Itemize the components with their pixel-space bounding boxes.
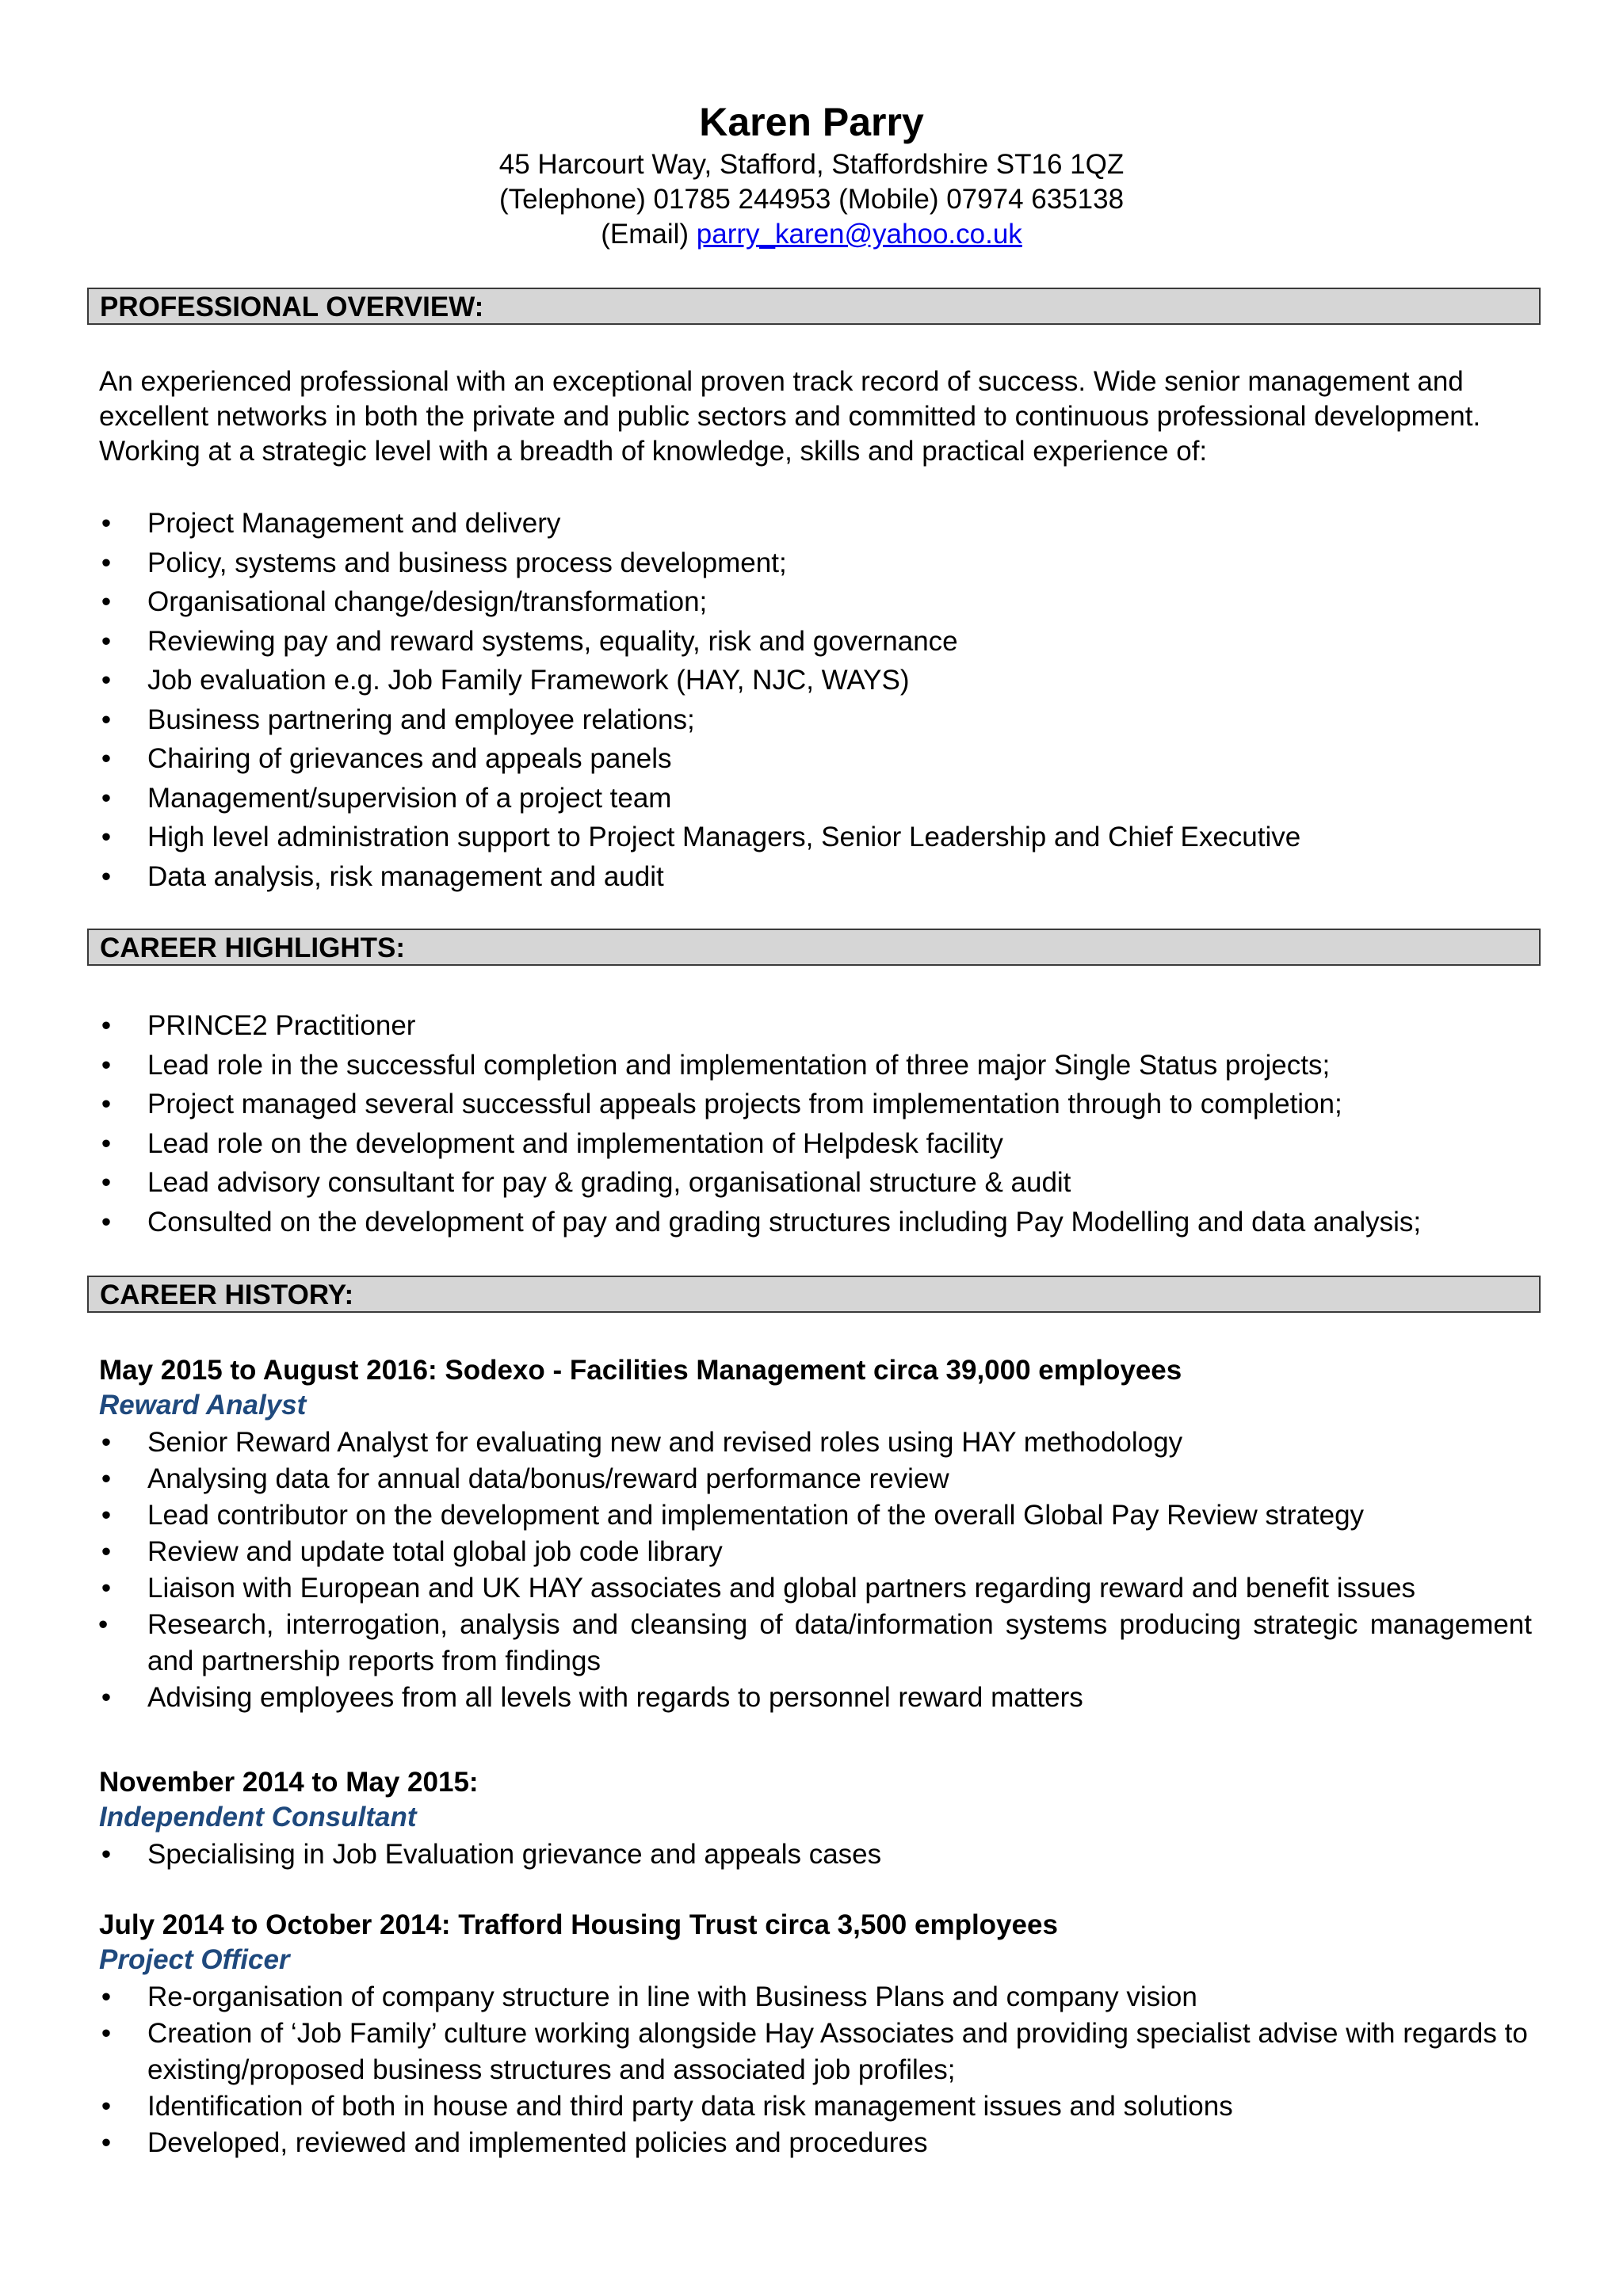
cv-header [0,97,1623,252]
list-item [94,818,1532,857]
bullet-icon: • [101,1010,112,1041]
list-item-text: High level administration support to Project Managers, Senior Leadership and Chief Executive [147,822,1301,852]
bullet-icon: • [101,547,112,578]
list-item-text: Lead contributor on the development and implementation of the overall Global Pay Review strategy [147,1500,1365,1531]
list-item [94,700,1532,740]
bullet-icon: • [98,1609,109,1640]
list-item [94,2016,1532,2088]
list-item-text: Job evaluation e.g. Job Family Framework (HAY, NJC, WAYS) [147,665,910,696]
list-item-text: Identification of both in house and third party data risk management issues and solutions [147,2091,1233,2122]
bullet-icon: • [101,1049,112,1081]
list-item [94,661,1532,700]
bullet-icon: • [101,1427,112,1458]
list-item-text: Lead role on the development and implementation of Helpdesk facility [147,1127,1003,1159]
email-link[interactable]: parry_karen@yahoo.co.uk [696,219,1022,250]
job-role: Project Officer [99,1944,290,1975]
job-role: Independent Consultant [99,1802,417,1833]
list-item-text: Data analysis, risk management and audit [147,860,664,892]
list-item [94,857,1532,897]
list-item-text: Lead advisory consultant for pay & grading, organisational structure & audit [147,1167,1071,1198]
list-item [94,1425,1532,1461]
overview-skill-list [94,504,1532,896]
bullet-icon: • [101,508,112,539]
list-item [94,1006,1532,1046]
list-item-text: Project Management and delivery [147,508,561,539]
list-item-text: Developed, reviewed and implemented policies and procedures [147,2127,928,2158]
list-item-text: Advising employees from all levels with regards to personnel reward matters [147,1682,1083,1713]
list-item [94,779,1532,818]
candidate-name: Karen Parry [699,100,924,144]
bullet-icon: • [101,822,112,852]
bullet-icon: • [101,1682,112,1713]
email-label: (Email) [601,219,689,250]
bullet-icon: • [101,704,112,735]
bullet-icon: • [101,743,112,774]
list-item-text: Liaison with European and UK HAY associates and global partners regarding reward and benefit issues [147,1573,1415,1604]
list-item-text: Analysing data for annual data/bonus/reward performance review [147,1463,949,1494]
list-item [94,1680,1532,1716]
list-item-text: Senior Reward Analyst for evaluating new and revised roles using HAY methodology [147,1427,1183,1458]
bullet-icon: • [101,2018,112,2049]
bullet-icon: • [101,1839,112,1870]
list-item-text: Organisational change/design/transformation; [147,586,708,617]
job-role: Reward Analyst [99,1390,307,1421]
list-item [94,2088,1532,2125]
bullet-icon: • [101,1206,112,1238]
list-item [94,1979,1532,2016]
list-item [94,1124,1532,1164]
bullet-icon: • [101,782,112,814]
section-title: CAREER HIGHLIGHTS: [100,933,405,963]
section-professional-overview [87,288,1541,325]
bullet-icon: • [101,2127,112,2158]
list-item-text: Creation of ‘Job Family’ culture working alongside Hay Associates and providing specialist advise with regards to existing/proposed business structures and associated job profiles; [147,2018,1528,2085]
phone-numbers: (Telephone) 01785 244953 (Mobile) 07974 635138 [498,184,1125,215]
bullet-icon: • [101,1573,112,1604]
address: 45 Harcourt Way, Stafford, Staffordshire ST16 1QZ [498,149,1125,180]
list-item [94,1570,1532,1607]
job-duties-list [94,1836,1532,1873]
list-item [94,1046,1532,1085]
list-item [94,2125,1532,2161]
list-item [94,1163,1532,1203]
bullet-icon: • [101,1089,112,1119]
job-duties-list [94,1425,1532,1716]
list-item-text: Review and update total global job code library [147,1536,723,1567]
list-item-text: PRINCE2 Practitioner [147,1010,416,1041]
email-line [0,217,1623,252]
list-item [94,1461,1532,1497]
list-item-text: Project managed several successful appeals projects from implementation through to completion; [147,1089,1342,1119]
bullet-icon: • [101,1127,112,1159]
job-heading: May 2015 to August 2016: Sodexo - Facilities Management circa 39,000 employees [99,1355,1182,1386]
list-item-text: Specialising in Job Evaluation grievance and appeals cases [147,1839,882,1870]
section-title: CAREER HISTORY: [100,1280,354,1310]
list-item [94,543,1532,583]
list-item-text: Re-organisation of company structure in line with Business Plans and company vision [147,1981,1197,2012]
list-item-text: Management/supervision of a project team [147,782,672,814]
section-career-highlights [87,929,1541,966]
list-item-text: Business partnering and employee relations; [147,704,695,735]
bullet-icon: • [101,1500,112,1531]
list-item-text: Lead role in the successful completion and implementation of three major Single Status projects; [147,1049,1331,1081]
list-item [94,622,1532,662]
bullet-icon: • [101,625,112,657]
bullet-icon: • [101,1167,112,1198]
list-item-text: Reviewing pay and reward systems, equality, risk and governance [147,625,958,657]
job-heading: July 2014 to October 2014: Trafford Housing Trust circa 3,500 employees [99,1909,1058,1940]
list-item [94,1607,1532,1680]
job-duties-list [94,1979,1532,2161]
bullet-icon: • [101,860,112,892]
section-title: PROFESSIONAL OVERVIEW: [100,292,484,322]
overview-intro: An experienced professional with an exceptional proven track record of success. Wide senior management and excellent networks in both the private and public sectors and committed to continuous professional development. Working at a strategic level with a breadth of knowledge, skills and practical experience of: [99,366,1481,467]
bullet-icon: • [101,1536,112,1567]
job-heading: November 2014 to May 2015: [99,1767,479,1798]
list-item-text: Policy, systems and business process development; [147,547,787,578]
section-career-history [87,1276,1541,1313]
bullet-icon: • [101,1981,112,2012]
list-item [94,1085,1532,1124]
list-item [94,582,1532,622]
list-item [94,504,1532,543]
list-item [94,1203,1532,1242]
bullet-icon: • [101,665,112,696]
list-item-text: Chairing of grievances and appeals panels [147,743,672,774]
bullet-icon: • [101,1463,112,1494]
bullet-icon: • [101,2091,112,2122]
list-item [94,739,1532,779]
list-item-text: Consulted on the development of pay and grading structures including Pay Modelling and data analysis; [147,1206,1422,1238]
highlights-list [94,1006,1532,1241]
list-item-text: Research, interrogation, analysis and cleansing of data/information systems producing strategic management and partnership reports from findings [147,1609,1532,1676]
list-item [94,1534,1532,1570]
list-item [94,1836,1532,1873]
bullet-icon: • [101,586,112,617]
list-item [94,1497,1532,1534]
